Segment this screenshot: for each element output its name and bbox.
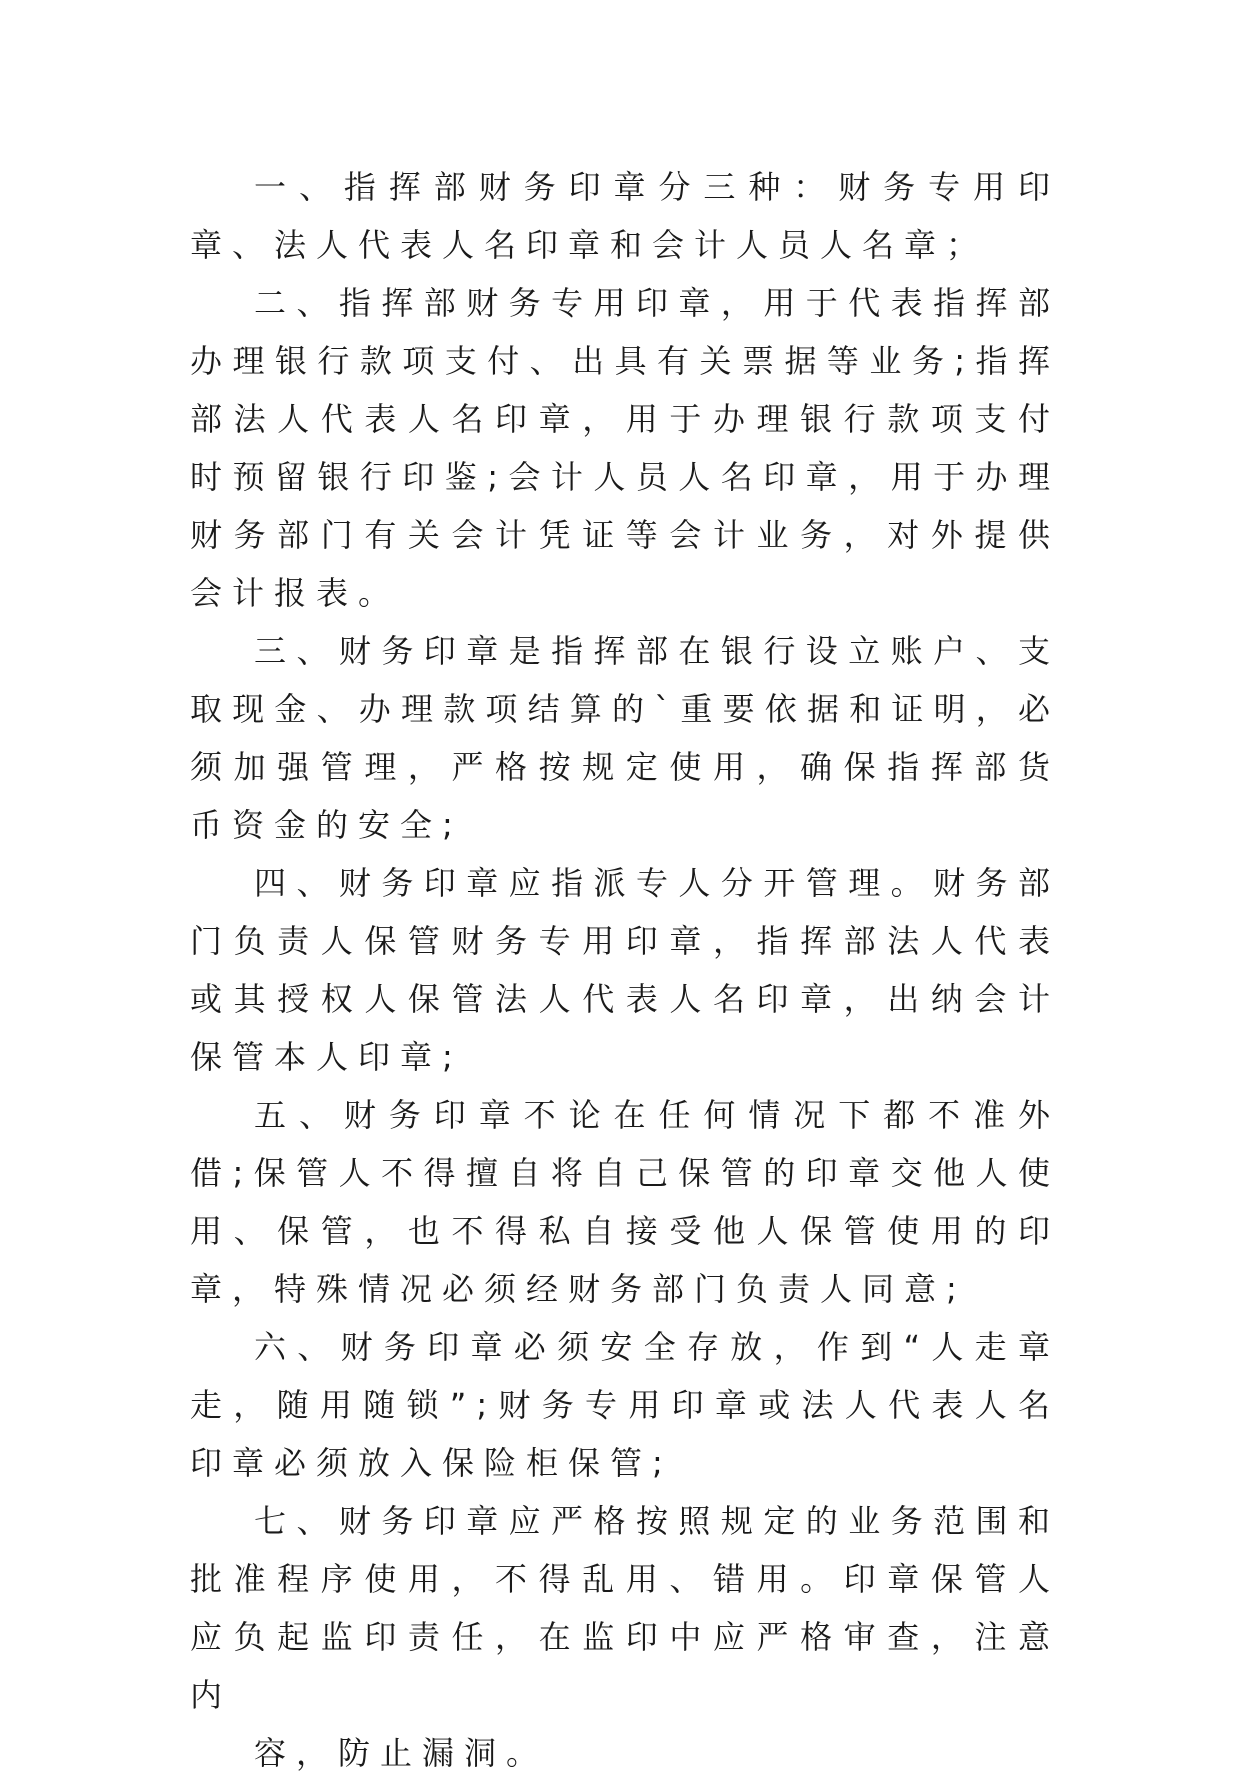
paragraph-7: 七、财务印章应严格按照规定的业务范围和批准程序使用，不得乱用、错用。印章保管人应负起监印责任，在监印中应严格审查，注意内 [190,1502,1060,1714]
paragraph-2: 二、指挥部财务专用印章，用于代表指挥部办理银行款项支付、出具有关票据等业务;指挥部法人代表人名印章，用于办理银行款项支付时预留银行印鉴;会计人员人名印章，用于办理财务部门有关会计凭证等会计业务，对外提供会计报表。 [190,284,1060,612]
document-body [190,158,1060,1782]
paragraph-1: 一、指挥部财务印章分三种：财务专用印章、法人代表人名印章和会计人员人名章； [190,168,1060,264]
paragraph-6: 六、财务印章必须安全存放，作到“人走章走，随用随锁”;财务专用印章或法人代表人名印章必须放入保险柜保管; [190,1328,1060,1482]
paragraph-8: 容，防止漏洞。 [254,1734,549,1772]
paragraph-5: 五、财务印章不论在任何情况下都不准外借;保管人不得擅自将自己保管的印章交他人使用、保管，也不得私自接受他人保管使用的印章，特殊情况必须经财务部门负责人同意; [190,1096,1060,1308]
paragraph-4: 四、财务印章应指派专人分开管理。财务部门负责人保管财务专用印章，指挥部法人代表或其授权人保管法人代表人名印章，出纳会计保管本人印章; [190,864,1060,1076]
paragraph-3: 三、财务印章是指挥部在银行设立账户、支取现金、办理款项结算的`重要依据和证明，必须加强管理，严格按规定使用，确保指挥部货币资金的安全; [190,632,1060,844]
